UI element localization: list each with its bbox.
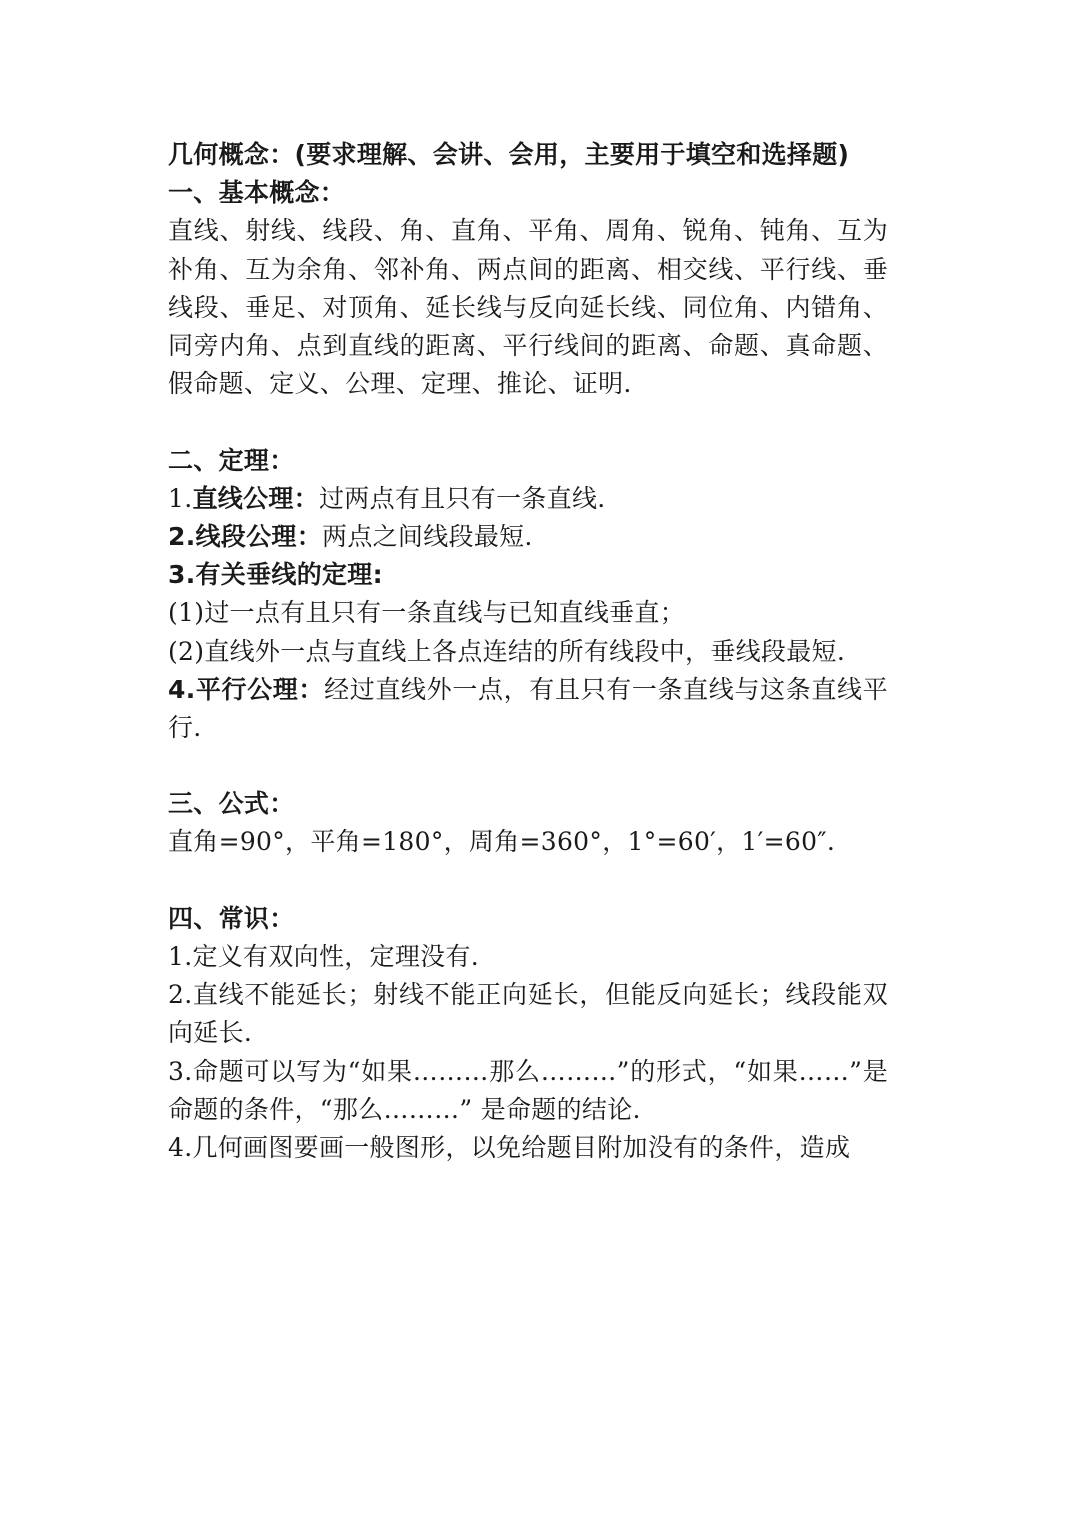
common-sense-item-2: 2.直线不能延长；射线不能正向延长，但能反向延长；线段能双向延长. — [168, 980, 888, 1048]
spacer — [168, 862, 888, 900]
section-heading-basic-concepts: 一、基本概念： — [168, 178, 346, 208]
theorem-item-3 — [168, 556, 888, 594]
theorem-item-2 — [168, 518, 888, 556]
section-heading-theorems: 二、定理： — [168, 445, 295, 475]
theorem-number: 2. — [168, 521, 196, 551]
document-title: 几何概念：(要求理解、会讲、会用，主要用于填空和选择题) — [168, 140, 850, 169]
spacer — [168, 403, 888, 441]
theorem-text: 两点之间线段最短. — [322, 521, 533, 551]
document-page — [168, 136, 888, 1167]
spacer — [168, 747, 888, 785]
theorem-label: 直线公理： — [192, 483, 319, 513]
common-sense-item-4: 4.几何画图要画一般图形，以免给题目附加没有的条件，造成 — [168, 1133, 851, 1163]
theorem-label: 线段公理： — [195, 521, 323, 551]
theorem-number: 1. — [168, 483, 193, 513]
theorem-text: 过两点有且只有一条直线. — [318, 483, 606, 513]
theorem-item-1 — [168, 480, 888, 518]
theorem-item-4 — [168, 671, 888, 747]
section-heading-formulas: 三、公式： — [168, 789, 295, 819]
theorem-subitem-1: (1)过一点有且只有一条直线与已知直线垂直； — [168, 598, 686, 628]
theorem-subitem-2: (2)直线外一点与直线上各点连结的所有线段中，垂线段最短. — [168, 636, 846, 666]
theorem-number: 4. — [168, 674, 196, 704]
basic-concepts-paragraph: 直线、射线、线段、角、直角、平角、周角、锐角、钝角、互为补角、互为余角、邻补角、两点间的距离、相交线、平行线、垂线段、垂足、对顶角、延长线与反向延长线、同位角、内错角、同旁内角、点到直线的距离、平行线间的距离、命题、真命题、假命题、定义、公理、定理、推论、证明. — [168, 216, 888, 399]
formulas-text: 直角=90°，平角=180°，周角=360°，1°=60′，1′=60″. — [168, 827, 836, 857]
theorem-label: 有关垂线的定理: — [195, 560, 383, 590]
theorem-label: 平行公理： — [195, 674, 325, 704]
theorem-text: 经过直线外一点，有且只有一条直线与这条直线平行. — [168, 674, 888, 742]
common-sense-item-3: 3.命题可以写为“如果………那么………”的形式，“如果……”是命题的条件，“那么………” 是命题的结论. — [168, 1056, 888, 1124]
section-heading-common-sense: 四、常识： — [168, 903, 295, 933]
theorem-number: 3. — [168, 560, 196, 590]
common-sense-item-1: 1.定义有双向性，定理没有. — [168, 942, 480, 972]
